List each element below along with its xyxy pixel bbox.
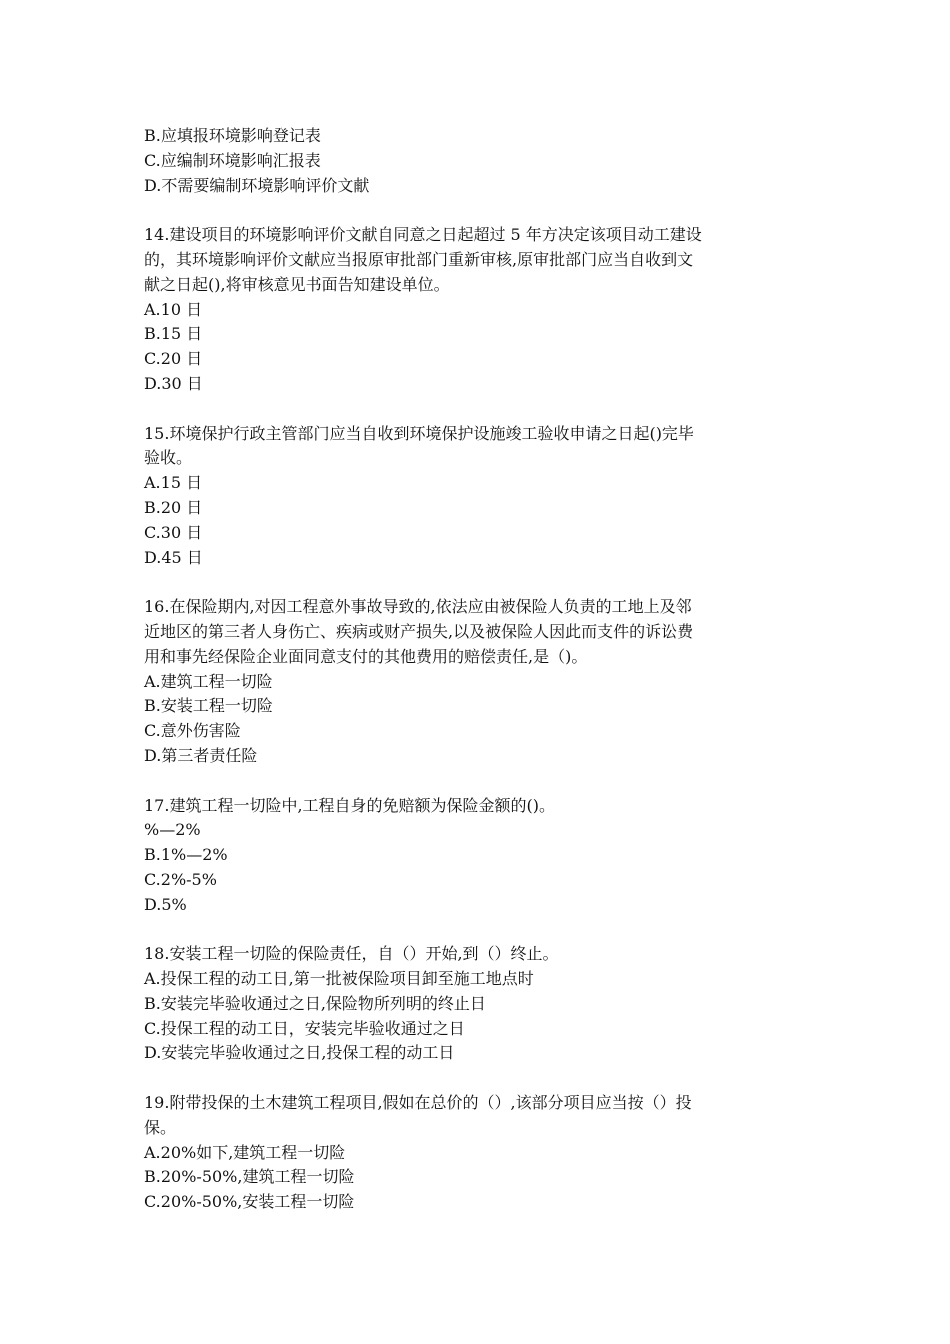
- option-line: A.10 日: [144, 299, 203, 319]
- question-17: [144, 794, 809, 918]
- question-18: [144, 942, 809, 1066]
- spacer: [144, 769, 809, 794]
- question-text: 14.建设项目的环境影响评价文献自同意之日起超过 5 年方决定该项目动工建设: [144, 225, 702, 245]
- option-line: C.30 日: [144, 522, 203, 542]
- option-line: %—2%: [144, 820, 201, 840]
- question-text: 验收。: [144, 448, 193, 468]
- option-line: C.2%-5%: [144, 869, 217, 889]
- option-line: B.20%-50%,建筑工程一切险: [144, 1167, 355, 1187]
- option-line: A.建筑工程一切险: [144, 671, 273, 691]
- option-line: C.20 日: [144, 349, 203, 369]
- option-line: B.20 日: [144, 497, 203, 517]
- question-text: 献之日起(),将审核意见书面告知建设单位。: [144, 274, 450, 294]
- option-line: B.应填报环境影响登记表: [144, 126, 321, 145]
- document-body: [144, 124, 809, 1215]
- question-text: 保。: [144, 1117, 177, 1137]
- question-text: 的，其环境影响评价文献应当报原审批部门重新审核,原审批部门应当自收到文: [144, 249, 694, 269]
- option-line: D.第三者责任险: [144, 745, 258, 765]
- option-line: D.5%: [144, 894, 187, 914]
- question-15: [144, 422, 809, 571]
- question-16: [144, 595, 809, 769]
- option-line: B.15 日: [144, 324, 203, 344]
- question-text: 17.建筑工程一切险中,工程自身的免赔额为保险金额的()。: [144, 795, 556, 815]
- question-19: [144, 1091, 809, 1215]
- option-line: A.投保工程的动工日,第一批被保险项目卸至施工地点时: [144, 969, 534, 989]
- question-text: 16.在保险期内,对因工程意外事故导致的,依法应由被保险人负责的工地上及邻: [144, 597, 692, 617]
- spacer: [144, 918, 809, 943]
- question-text: 用和事先经保险企业面同意支付的其他费用的赔偿责任,是（)。: [144, 646, 588, 666]
- spacer: [144, 198, 809, 223]
- option-line: A.20%如下,建筑工程一切险: [144, 1142, 346, 1162]
- option-line: D.不需要编制环境影响评价文献: [144, 175, 370, 195]
- spacer: [144, 397, 809, 422]
- option-line: C.投保工程的动工日，安装完毕验收通过之日: [144, 1018, 465, 1038]
- option-line: B.安装完毕验收通过之日,保险物所列明的终止日: [144, 993, 486, 1013]
- spacer: [144, 570, 809, 595]
- option-line: D.45 日: [144, 547, 203, 567]
- option-line: C.20%-50%,安装工程一切险: [144, 1192, 355, 1212]
- option-line: B.1%—2%: [144, 845, 228, 865]
- option-line: C.意外伤害险: [144, 721, 241, 741]
- question-14: [144, 223, 809, 397]
- spacer: [144, 1066, 809, 1091]
- option-line: A.15 日: [144, 473, 203, 493]
- question-text: 15.环境保护行政主管部门应当自收到环境保护设施竣工验收申请之日起()完毕: [144, 423, 694, 443]
- question-text: 18.安装工程一切险的保险责任，自（）开始,到（）终止。: [144, 944, 559, 964]
- previous-question-options: [144, 124, 809, 198]
- option-line: B.安装工程一切险: [144, 696, 273, 716]
- question-text: 19.附带投保的土木建筑工程项目,假如在总价的（）,该部分项目应当按（）投: [144, 1093, 692, 1113]
- option-line: C.应编制环境影响汇报表: [144, 150, 321, 170]
- option-line: D.安装完毕验收通过之日,投保工程的动工日: [144, 1043, 455, 1063]
- option-line: D.30 日: [144, 373, 203, 393]
- question-text: 近地区的第三者人身伤亡、疾病或财产损失,以及被保险人因此而支件的诉讼费: [144, 621, 694, 641]
